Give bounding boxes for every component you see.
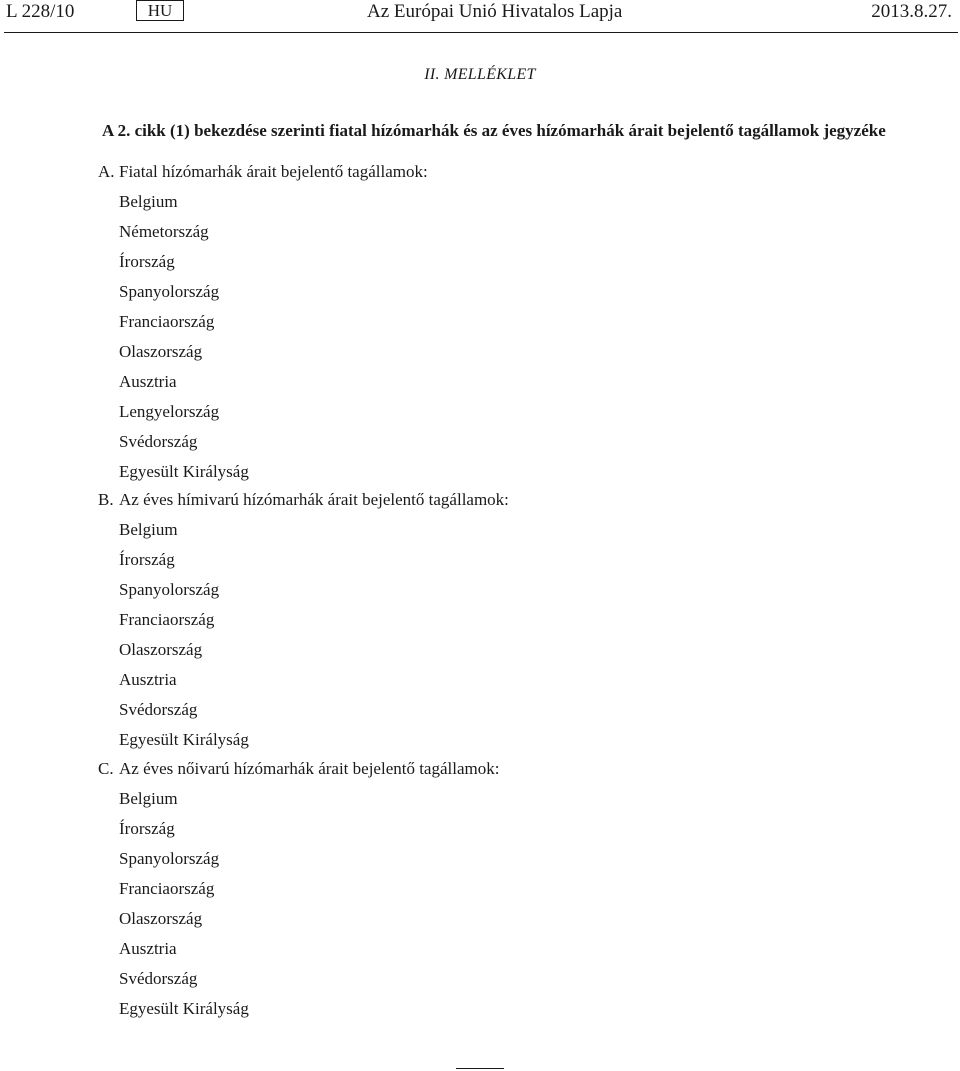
language-badge: HU xyxy=(136,0,184,21)
list-item: Spanyolország xyxy=(119,282,220,301)
footer-rule xyxy=(456,1068,504,1069)
list-item: Németország xyxy=(119,222,209,241)
list-item: Írország xyxy=(119,819,175,838)
header-rule xyxy=(4,32,958,33)
annex-title: II. MELLÉKLET xyxy=(424,66,536,83)
section-title xyxy=(98,754,918,784)
list-item: Olaszország xyxy=(119,909,203,928)
section-a xyxy=(98,157,918,487)
list-item: Írország xyxy=(119,550,175,569)
member-state-list xyxy=(98,187,918,487)
list-item: Spanyolország xyxy=(119,580,220,599)
annex-heading: A 2. cikk (1) bekezdése szerinti fiatal hízómarhák és az éves hízómarhák árait bejelentő tagállamok jegyzéke xyxy=(102,121,886,140)
section-c xyxy=(98,754,918,1024)
list-item: Egyesült Királyság xyxy=(119,730,249,749)
section-title-text: Fiatal hízómarhák árait bejelentő tagállamok: xyxy=(119,162,428,181)
page-reference: L 228/10 xyxy=(6,1,75,22)
list-item: Olaszország xyxy=(119,640,203,659)
list-item: Lengyelország xyxy=(119,402,220,421)
section-title-text: Az éves hímivarú hízómarhák árait bejelentő tagállamok: xyxy=(119,490,509,509)
page-header xyxy=(0,0,960,34)
list-item: Olaszország xyxy=(119,342,203,361)
section-b xyxy=(98,485,918,755)
list-item: Ausztria xyxy=(119,372,177,391)
section-title xyxy=(98,157,918,187)
section-title xyxy=(98,485,918,515)
list-item: Spanyolország xyxy=(119,849,220,868)
list-item: Belgium xyxy=(119,192,178,211)
journal-title: Az Európai Unió Hivatalos Lapja xyxy=(367,1,623,22)
list-item: Egyesült Királyság xyxy=(119,462,249,481)
list-item: Svédország xyxy=(119,432,198,451)
list-item: Franciaország xyxy=(119,312,215,331)
list-item: Ausztria xyxy=(119,670,177,689)
list-item: Egyesült Királyság xyxy=(119,999,249,1018)
list-item: Belgium xyxy=(119,789,178,808)
list-item: Franciaország xyxy=(119,610,215,629)
section-letter: C. xyxy=(98,759,114,778)
section-title-text: Az éves nőivarú hízómarhák árait bejelentő tagállamok: xyxy=(119,759,500,778)
list-item: Svédország xyxy=(119,700,198,719)
member-state-list xyxy=(98,515,918,755)
list-item: Belgium xyxy=(119,520,178,539)
list-item: Írország xyxy=(119,252,175,271)
publication-date: 2013.8.27. xyxy=(871,1,952,22)
member-state-list xyxy=(98,784,918,1024)
section-letter: A. xyxy=(98,162,115,181)
list-item: Ausztria xyxy=(119,939,177,958)
section-letter: B. xyxy=(98,490,114,509)
list-item: Franciaország xyxy=(119,879,215,898)
list-item: Svédország xyxy=(119,969,198,988)
